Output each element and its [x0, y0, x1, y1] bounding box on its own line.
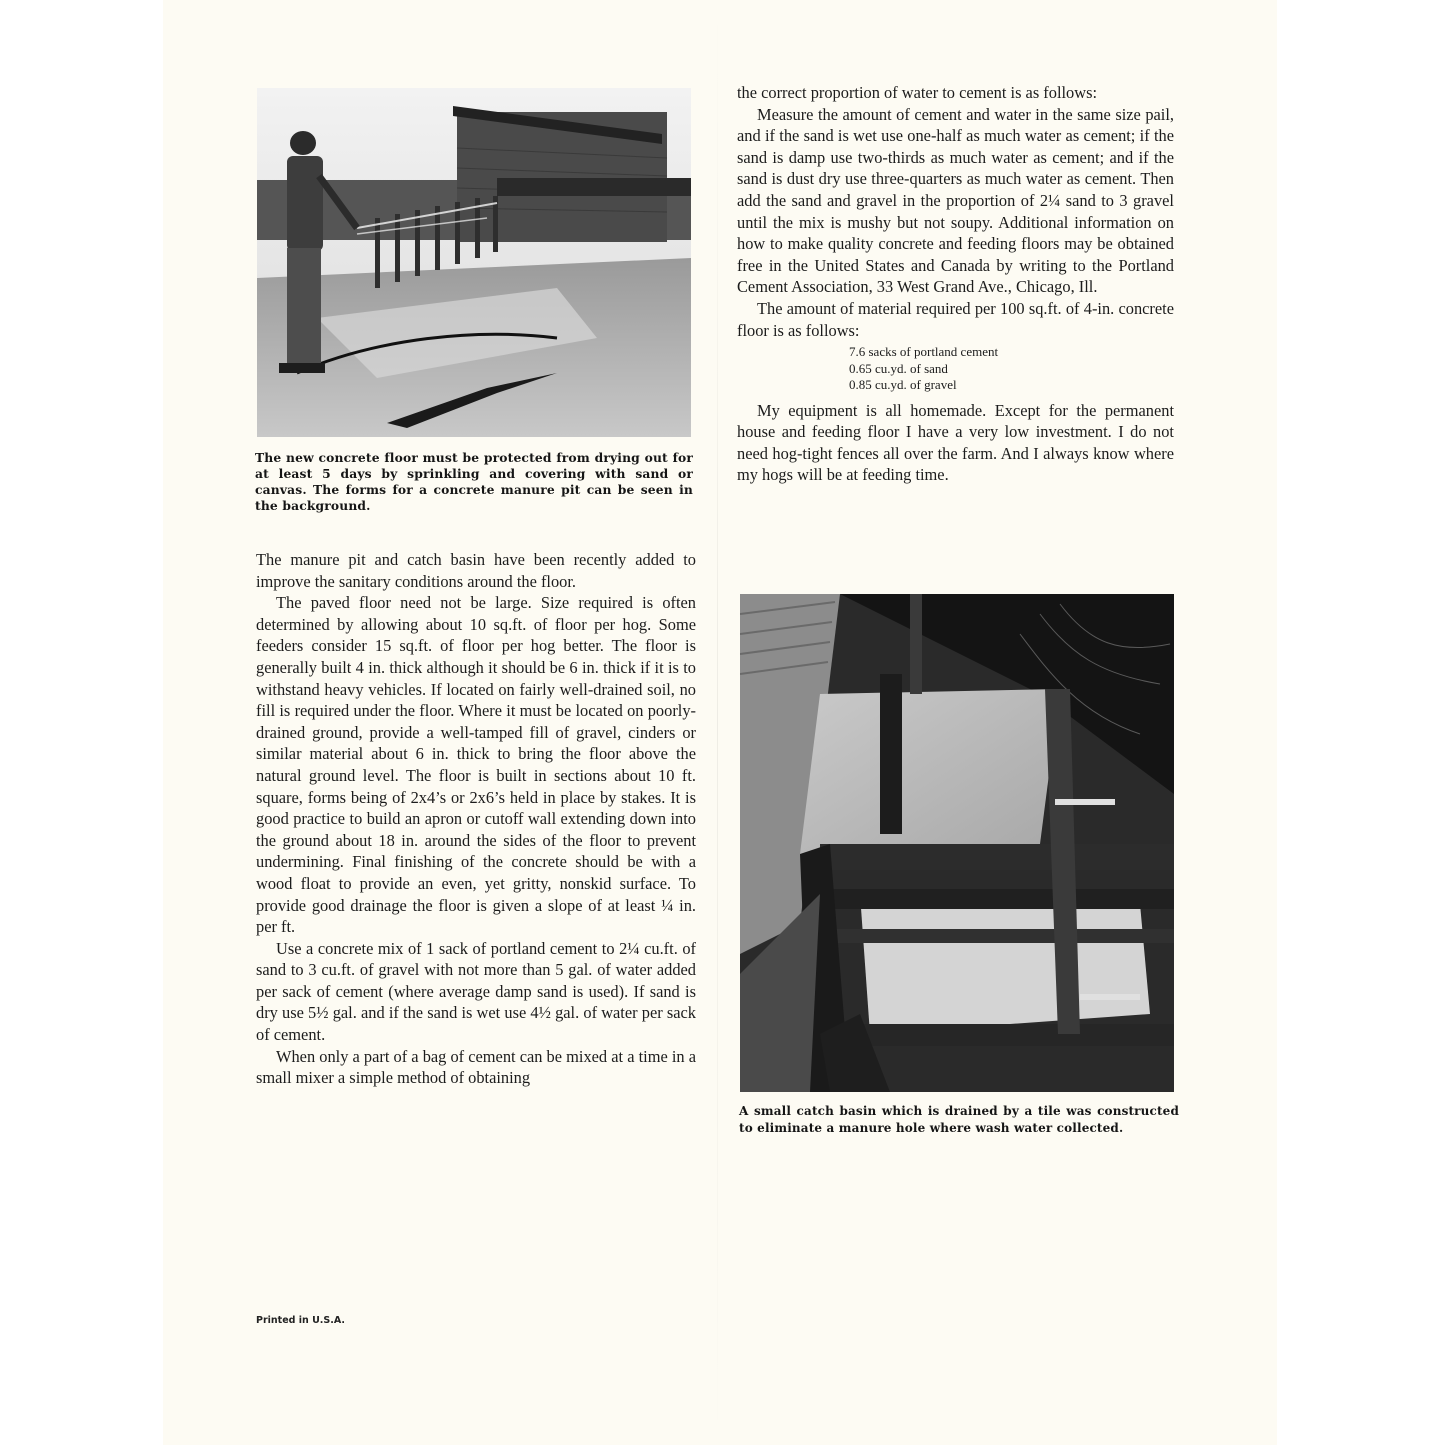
materials-item: 0.65 cu.yd. of sand	[849, 360, 948, 376]
paragraph: the correct proportion of water to cement is as follows:	[737, 83, 1098, 102]
materials-item: 7.6 sacks of portland cement	[849, 344, 999, 360]
photo-catch-basin	[740, 594, 1174, 1092]
paragraph: Measure the amount of cement and water in the same size pail, and if the sand is wet use one-half as much water as cement; if the sand is damp use two-thirds as much water as cement; and if the sand is dust dry use three-quarters as much water as cement. Then add the sand and gravel in the proportion of 2¼ sand to 3 gravel until the mix is mushy but not soupy. Additional information on how to make quality concrete and feeding floors may be obtained free in the United States and Canada by writing to the Portland Cement Association, 33 West Grand Ave., Chicago, Ill.	[737, 104, 1174, 297]
materials-list	[849, 344, 1174, 394]
left-column-text	[256, 549, 696, 1089]
printed-in-usa: Printed in U.S.A.	[256, 1315, 345, 1326]
caption-catch-basin: A small catch basin which is drained by a tile was constructed to eliminate a manure hole where wash water collected.	[739, 1104, 1179, 1135]
paragraph: The manure pit and catch basin have been recently added to improve the sanitary conditions around the floor.	[256, 550, 696, 591]
photo-sprinkling-floor	[257, 88, 691, 437]
page-fold	[717, 0, 718, 1445]
paragraph: When only a part of a bag of cement can be mixed at a time in a small mixer a simple method of obtaining	[256, 1046, 696, 1088]
paragraph: The paved floor need not be large. Size required is often determined by allowing about 10 sq.ft. of floor per hog. Some feeders consider 15 sq.ft. of floor per hog better. The floor is generally built 4 in. thick although it should be 6 in. thick if it is to withstand heavy vehicles. If located on fairly well-drained soil, no fill is required under the floor. Where it must be located on poorly-drained ground, provide a well-tamped fill of gravel, cinders or similar material about 6 in. thick to bring the floor above the natural ground level. The floor is built in sections about 10 ft. square, forms being of 2x4’s or 2x6’s held in place by stakes. It is good practice to build an apron or cutoff wall extending down into the ground about 18 in. around the sides of the floor to prevent undermining. Final finishing of the concrete should be with a wood float to provide an even, yet gritty, nonskid surface. To provide good drainage the floor is given a slope of at least ¼ in. per ft.	[256, 593, 696, 937]
paragraph: My equipment is all homemade. Except for the permanent house and feeding floor I have a very low investment. I do not need hog-tight fences all over the farm. And I always know where my hogs will be at feeding time.	[737, 400, 1174, 485]
paragraph: Use a concrete mix of 1 sack of portland cement to 2¼ cu.ft. of sand to 3 cu.ft. of gravel with not more than 5 gal. of water added per sack of cement (where average damp sand is used). If sand is dry use 5½ gal. and if the sand is wet use 4½ gal. of water per sack of cement.	[256, 938, 696, 1045]
right-column-text	[737, 82, 1174, 486]
caption-sprinkling-floor: The new concrete floor must be protected from drying out for at least 5 days by sprinkling and covering with sand or canvas. The forms for a concrete manure pit can be seen in the background.	[255, 450, 693, 513]
paragraph: The amount of material required per 100 sq.ft. of 4-in. concrete floor is as follows:	[737, 298, 1174, 340]
materials-item: 0.85 cu.yd. of gravel	[849, 377, 957, 393]
